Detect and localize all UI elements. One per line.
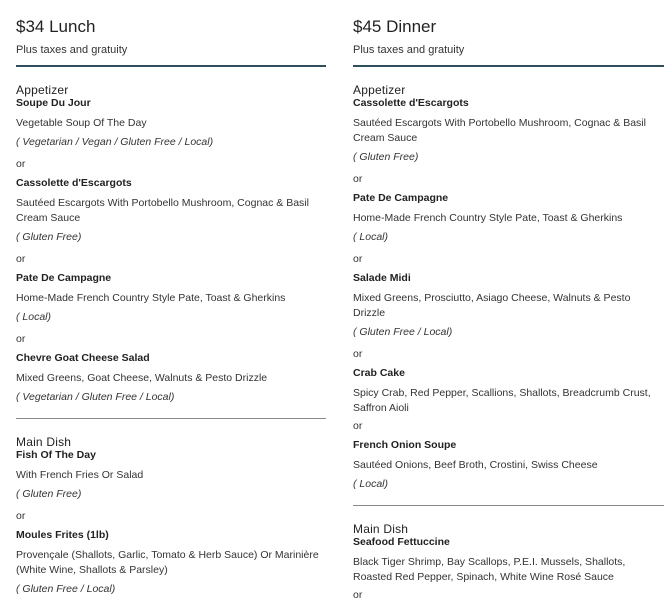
item-name: Pate De Campagne (16, 272, 112, 284)
menu-item (16, 449, 326, 501)
dinner-header-divider (353, 65, 664, 67)
item-description: Black Tiger Shrimp, Bay Scallops, P.E.I. Mussels, Shallots, Roasted Red Pepper, Spinach, White Wine Rosé Sauce (353, 556, 626, 583)
lunch-appetizer-heading: Appetizer (16, 83, 69, 97)
menu-item (353, 439, 664, 491)
menu-item (16, 97, 326, 149)
item-name: Seafood Fettuccine (353, 536, 450, 548)
item-dietary-note: ( Gluten Free / Local) (16, 583, 116, 595)
lunch-header-divider (16, 65, 326, 67)
dinner-subtitle: Plus taxes and gratuity (353, 44, 465, 56)
or-separator: or (16, 253, 26, 265)
or-separator: or (353, 173, 363, 185)
item-description: Mixed Greens, Goat Cheese, Walnuts & Pesto Drizzle (16, 372, 268, 384)
menu-item (353, 192, 664, 244)
item-name: Soupe Du Jour (16, 97, 91, 109)
item-description: Sautéed Onions, Beef Broth, Crostini, Swiss Cheese (353, 459, 598, 471)
lunch-price-title: $34 Lunch (16, 17, 96, 36)
item-dietary-note: ( Vegetarian / Gluten Free / Local) (16, 391, 175, 403)
or-separator: or (353, 420, 363, 432)
menu-item (353, 97, 664, 164)
item-description: Vegetable Soup Of The Day (16, 117, 147, 129)
item-dietary-note: ( Vegetarian / Vegan / Gluten Free / Local) (16, 136, 214, 148)
item-description: With French Fries Or Salad (16, 469, 144, 481)
or-separator: or (16, 333, 26, 345)
item-name: French Onion Soupe (353, 439, 457, 451)
item-name: Crab Cake (353, 367, 405, 379)
item-name: Cassolette d'Escargots (353, 97, 469, 109)
section-divider (353, 505, 664, 506)
lunch-menu-column (16, 0, 326, 596)
or-separator: or (353, 589, 363, 601)
menu-item (16, 529, 326, 596)
item-description: Provençale (Shallots, Garlic, Tomato & Herb Sauce) Or Marinière (White Wine, Shallots & Parsley) (16, 549, 319, 576)
item-name: Moules Frites (1lb) (16, 529, 109, 541)
dinner-main-heading: Main Dish (353, 522, 409, 536)
item-description: Spicy Crab, Red Pepper, Scallions, Shallots, Breadcrumb Crust, Saffron Aioli (353, 387, 651, 414)
item-name: Fish Of The Day (16, 449, 96, 461)
item-description: Home-Made French Country Style Pate, Toast & Gherkins (16, 292, 286, 304)
or-separator: or (16, 510, 26, 522)
item-description: Sautéed Escargots With Portobello Mushroom, Cognac & Basil Cream Sauce (16, 197, 309, 224)
dinner-menu-column (353, 0, 664, 608)
item-dietary-note: ( Local) (353, 231, 389, 243)
item-description: Home-Made French Country Style Pate, Toast & Gherkins (353, 212, 623, 224)
dinner-price-title: $45 Dinner (353, 17, 437, 36)
item-dietary-note: ( Gluten Free / Local) (353, 326, 453, 338)
section-divider (16, 418, 326, 419)
item-description: Mixed Greens, Prosciutto, Asiago Cheese, Walnuts & Pesto Drizzle (353, 292, 631, 319)
item-name: Pate De Campagne (353, 192, 449, 204)
lunch-subtitle: Plus taxes and gratuity (16, 44, 128, 56)
item-dietary-note: ( Gluten Free) (16, 231, 82, 243)
or-separator: or (353, 253, 363, 265)
menu-item (353, 367, 664, 416)
item-name: Salade Midi (353, 272, 411, 284)
menu-item (16, 352, 326, 404)
item-dietary-note: ( Local) (16, 311, 52, 323)
menu-item (353, 536, 664, 585)
menu-item (16, 177, 326, 244)
item-description: Sautéed Escargots With Portobello Mushroom, Cognac & Basil Cream Sauce (353, 117, 646, 144)
item-dietary-note: ( Gluten Free) (353, 151, 419, 163)
menu-item (353, 272, 664, 339)
menu-item (16, 272, 326, 324)
or-separator: or (16, 158, 26, 170)
item-dietary-note: ( Local) (353, 478, 389, 490)
item-name: Chevre Goat Cheese Salad (16, 352, 150, 364)
item-dietary-note: ( Gluten Free) (16, 488, 82, 500)
item-name: Cassolette d'Escargots (16, 177, 132, 189)
or-separator: or (353, 348, 363, 360)
lunch-main-heading: Main Dish (16, 435, 72, 449)
dinner-appetizer-heading: Appetizer (353, 83, 406, 97)
